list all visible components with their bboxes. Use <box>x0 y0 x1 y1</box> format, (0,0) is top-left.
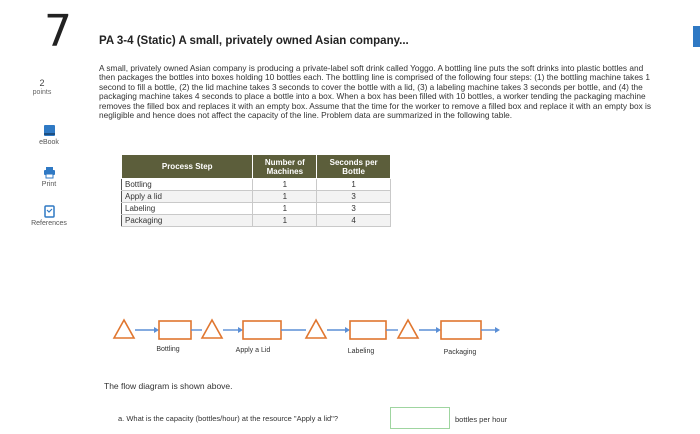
print-label: Print <box>41 181 57 188</box>
process-box-bottling <box>159 321 191 339</box>
inventory-triangle <box>306 320 326 338</box>
print-button[interactable] <box>24 166 74 188</box>
question-title: PA 3-4 (Static) A small, privately owned Asian company... <box>99 35 409 47</box>
points-label: points <box>32 88 52 96</box>
references-label: References <box>31 220 67 227</box>
cell-step: Apply a lid <box>122 191 253 203</box>
header-process-step: Process Step <box>122 155 253 179</box>
cell-step: Labeling <box>122 203 253 215</box>
table-row <box>122 215 391 227</box>
inventory-triangle <box>398 320 418 338</box>
ebook-button[interactable] <box>24 124 74 146</box>
cell-seconds: 4 <box>317 215 391 227</box>
references-icon <box>43 205 56 218</box>
table-row <box>122 179 391 191</box>
question-intro: A small, privately owned Asian company is producing a private-label soft drink called Yoggo. A bottling line puts the soft drinks into plastic bottles and then packages the bottles into boxes holding 10 bottles each. The bottling line is comprised of the following four steps: (1) the bottling machine takes 1 second to fill a bottle, (2) the lid machine takes 3 seconds to cover the bottle with a lid, (3) a labeling machine takes 3 seconds per bottle, and (4) the packaging machine takes 4 seconds to place a bottle into a box. When a box has been filled with 10 bottles, a worker tending the packaging machine removes the filled box and replaces it with an empty box. Assume that the time for the worker to remove a filled box and replace it with an empty box is negligible and hence does not affect the capacity of the line. Problem data are summarized in the following table. <box>99 63 652 121</box>
printer-icon <box>43 166 56 179</box>
header-seconds-per-bottle: Seconds per Bottle <box>317 155 391 179</box>
flow-label-apply-lid: Apply a Lid <box>235 347 271 354</box>
right-edge-tab[interactable] <box>693 26 700 47</box>
cell-seconds: 1 <box>317 179 391 191</box>
diagram-caption: The flow diagram is shown above. <box>104 381 233 391</box>
cell-machines: 1 <box>253 179 317 191</box>
flow-diagram <box>110 312 510 348</box>
flow-label-labeling: Labeling <box>347 348 375 355</box>
cell-machines: 1 <box>253 191 317 203</box>
flow-label-packaging: Packaging <box>443 349 477 356</box>
process-box-apply-lid <box>243 321 281 339</box>
cell-step: Packaging <box>122 215 253 227</box>
inventory-triangle <box>202 320 222 338</box>
arrowhead <box>495 327 500 333</box>
answer-unit: bottles per hour <box>455 415 508 424</box>
cell-machines: 1 <box>253 215 317 227</box>
flow-label-bottling: Bottling <box>156 346 180 353</box>
cell-seconds: 3 <box>317 203 391 215</box>
cell-step: Bottling <box>122 179 253 191</box>
process-table <box>121 154 391 227</box>
inventory-triangle <box>114 320 134 338</box>
part-a-prompt: a. What is the capacity (bottles/hour) at the resource "Apply a lid"? <box>118 414 339 423</box>
cell-machines: 1 <box>253 203 317 215</box>
header-number-of-machines: Number of Machines <box>253 155 317 179</box>
process-box-packaging <box>441 321 481 339</box>
references-button[interactable] <box>24 205 74 227</box>
book-icon <box>43 124 56 137</box>
table-row <box>122 191 391 203</box>
cell-seconds: 3 <box>317 191 391 203</box>
capacity-answer-input[interactable] <box>390 407 450 429</box>
question-number: 7 <box>44 6 72 57</box>
process-box-labeling <box>350 321 386 339</box>
points-indicator <box>22 78 62 97</box>
points-value: 2 <box>39 78 45 88</box>
table-row <box>122 203 391 215</box>
ebook-label: eBook <box>39 139 59 146</box>
